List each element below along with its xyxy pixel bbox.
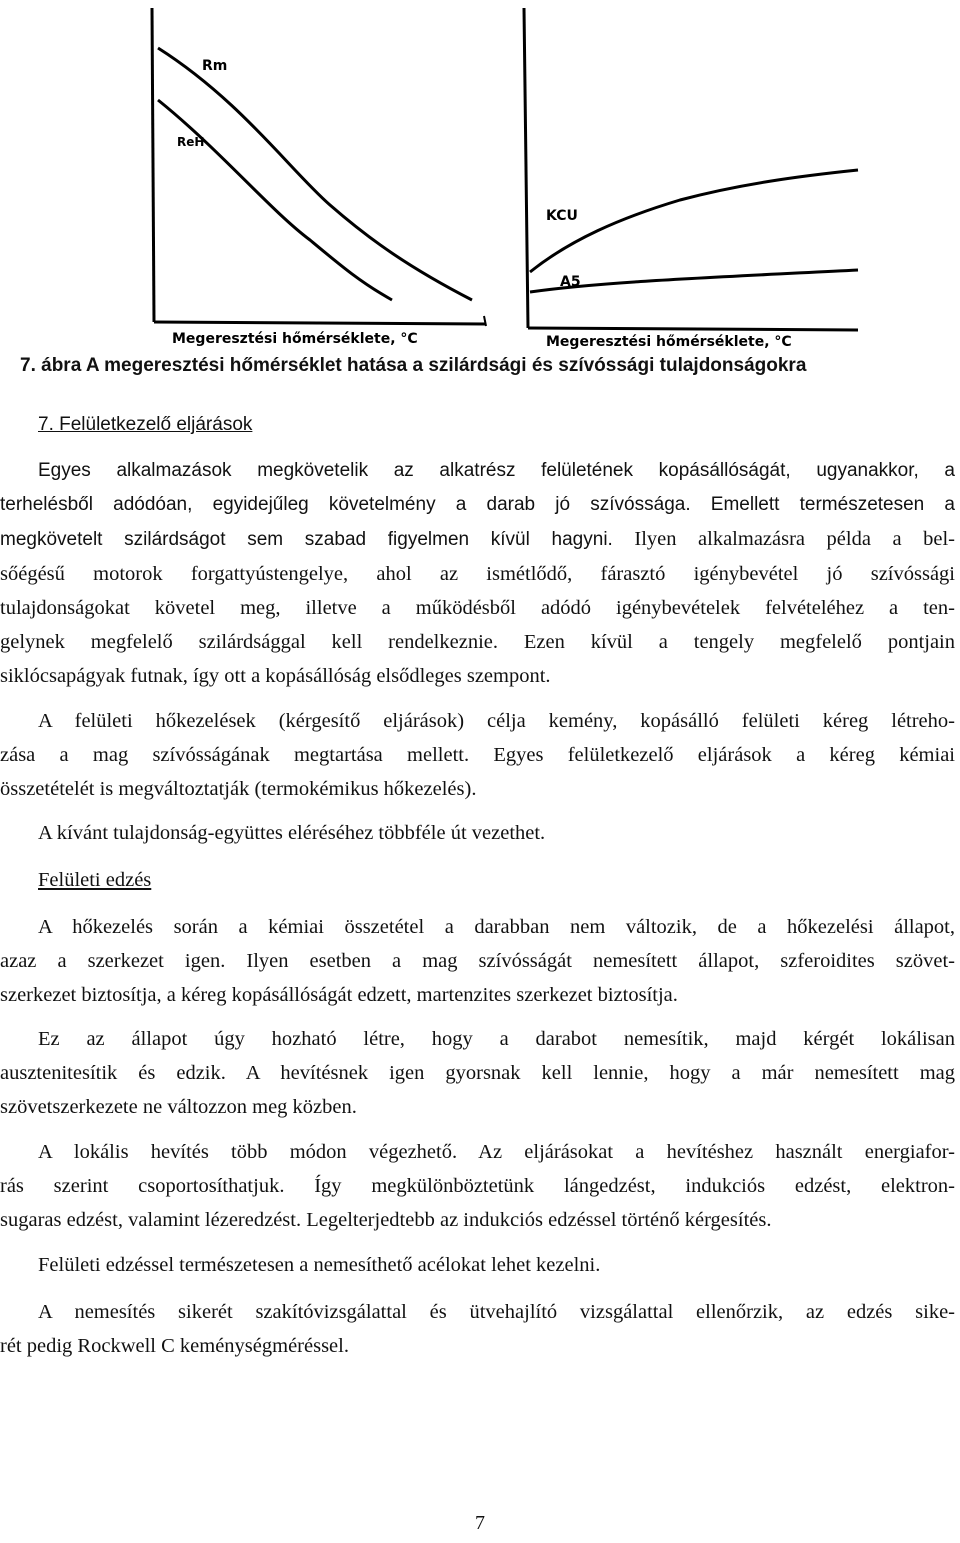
text-line: ausztenitesítik és edzik. A hevítésnek igen gyorsnak kell lennie, hogy a már nemesített mag [0, 1062, 955, 1084]
subheading-text: Felületi edzés [38, 869, 152, 891]
page-number: 7 [475, 1512, 485, 1534]
text-line: összetételét is megváltoztatják (termokémikus hőkezelés). [0, 778, 477, 800]
text-line: rét pedig Rockwell C keménységméréssel. [0, 1335, 349, 1357]
text-line: A lokális hevítés több módon végezhető. Az eljárásokat a hevítéshez használt energiafor- [38, 1141, 955, 1163]
paragraph-testing [0, 1295, 955, 1363]
subheading-felueleti-edzes [38, 863, 960, 897]
figure-graphics [0, 0, 960, 350]
text-line: sugaras edzést, valamint lézeredzést. Legelterjedtebb az indukciós edzéssel történő kérgesítés. [0, 1209, 772, 1231]
section-heading [38, 408, 960, 442]
kcu-curve [530, 170, 858, 272]
text-line: siklócsapágyak futnak, így ott a kopásállóság elsődleges szempont. [0, 665, 551, 687]
a5-label: A5 [560, 274, 581, 290]
text-line: A felületi hőkezelések (kérgesítő eljárások) célja kemény, kopásálló felületi kéreg létreho- [38, 710, 955, 732]
text-line: A hőkezelés során a kémiai összetétel a darabban nem változik, de a hőkezelési állapot, [38, 916, 955, 938]
text-line: Ez az állapot úgy hozható létre, hogy a darabot nemesítik, majd kérgét lokálisan [38, 1028, 955, 1050]
reh-curve [158, 100, 392, 300]
paragraph-state [0, 1022, 955, 1124]
text-line: sőégésű motorok forgattyústengelye, ahol az ismétlődő, fárasztó igénybevétel jó szívóssági [0, 563, 955, 585]
rm-label: Rm [202, 58, 228, 74]
paragraph-paths [38, 816, 960, 850]
right-chart-y-axis [524, 8, 528, 328]
paragraph-surface-treatments [0, 704, 955, 806]
rm-curve [158, 48, 472, 300]
text-line: szerkezet biztosítja, a kéreg kopásállóságát edzett, martenzites szerkezet biztosítja. [0, 984, 678, 1006]
section-heading-text: 7. Felületkezelő eljárások [38, 414, 253, 435]
text-line: szövetszerkezete ne változzon meg közben. [0, 1096, 357, 1118]
text-line: zása a mag szívósságának megtartása mellett. Egyes felületkezelő eljárások a kéreg kémiai [0, 744, 955, 766]
text-line [0, 522, 955, 557]
reh-label: ReH [177, 135, 205, 149]
right-chart-xlabel: Megeresztési hőmérséklete, °C [546, 334, 792, 350]
text-line: rás szerint csoportosíthatjuk. Így megkülönböztetünk lángedzést, indukciós edzést, elektron- [0, 1175, 955, 1197]
text-line: tulajdonságokat követel meg, illetve a működésből adódó igénybevételek felvételéhez a ten- [0, 597, 955, 619]
text-line: Egyes alkalmazások megkövetelik az alkatrész felületének kopásállóságát, ugyanakkor, a [38, 460, 955, 481]
kcu-label: KCU [546, 208, 578, 224]
left-chart-xlabel: Megeresztési hőmérséklete, °C [172, 331, 418, 347]
left-chart-x-axis [154, 322, 486, 324]
text-span: Ilyen alkalmazásra példa a bel- [612, 528, 956, 550]
figure-7 [0, 0, 960, 350]
paragraph-hardenable-steels [38, 1248, 960, 1282]
text-line: A nemesítés sikerét szakítóvizsgálattal és ütvehajlító vizsgálattal ellenőrzik, az edzés sike- [38, 1301, 955, 1323]
paragraph-local-heating [0, 1135, 955, 1237]
right-chart-x-axis [528, 328, 858, 330]
intro-paragraph [0, 454, 955, 693]
text-line: azaz a szerkezet igen. Ilyen esetben a mag szívósságát nemesített állapot, szferoidites szövet- [0, 950, 955, 972]
text-line: gelynek megfelelő szilárdsággal kell rendelkeznie. Ezen kívül a tengely megfelelő pontjain [0, 631, 955, 653]
text-line: A kívánt tulajdonság-együttes eléréséhez többféle út vezethet. [38, 822, 546, 844]
left-chart-y-axis [152, 8, 154, 322]
figure-caption: 7. ábra A megeresztési hőmérséklet hatása a szilárdsági és szívóssági tulajdonságokra [20, 355, 807, 376]
text-line: terhelésből adódóan, egyidejűleg követelmény a darab jó szívóssága. Emellett természetesen a [0, 494, 955, 515]
paragraph-heat-treatment [0, 910, 955, 1012]
text-span: megkövetelt szilárdságot sem szabad figyelmen kívül hagyni. [0, 529, 613, 550]
text-line: Felületi edzéssel természetesen a nemesíthető acélokat lehet kezelni. [38, 1254, 601, 1276]
